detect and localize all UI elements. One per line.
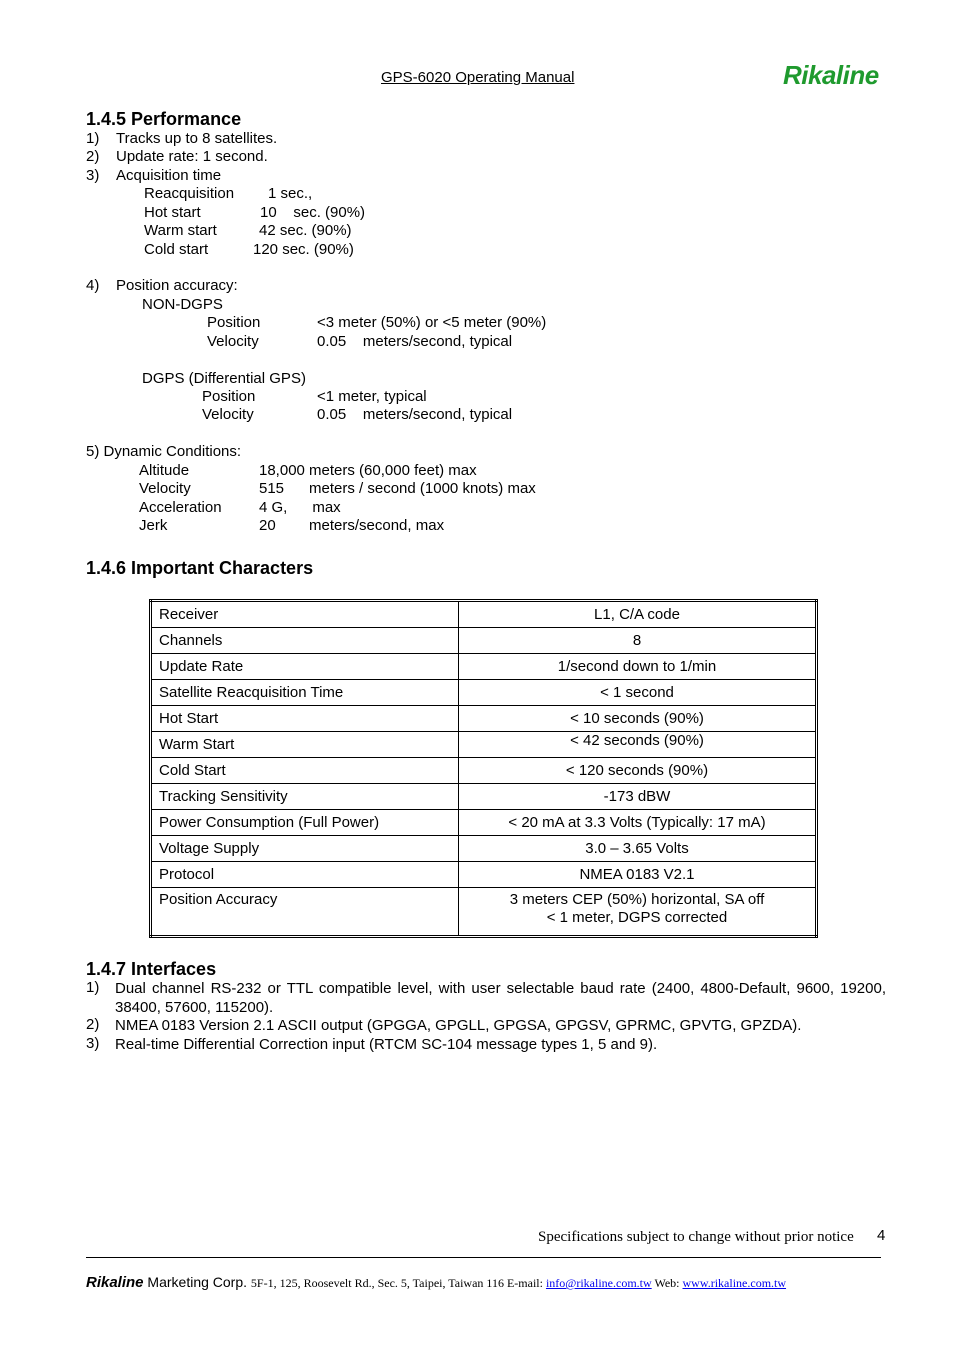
table-cell-label: Protocol (151, 862, 459, 888)
table-row (151, 784, 817, 810)
list-item: Tracks up to 8 satellites. (116, 130, 278, 147)
table-row (151, 810, 817, 836)
footer-company (86, 1273, 786, 1292)
list-item: Dual channel RS-232 or TTL compatible level, with user selectable baud rate (2400, 4800-Default, 9600, 19200, 38400, 57600, 115200). (115, 980, 886, 1016)
section-heading-important-characters: 1.4.6 Important Characters (86, 558, 314, 578)
spec-label: Jerk (139, 517, 168, 534)
table-cell-value: 8 (459, 628, 817, 654)
table-cell-label: Voltage Supply (151, 836, 459, 862)
list-number: 2) (86, 148, 100, 165)
table-cell-line: 3 meters CEP (50%) horizontal, SA off (509, 891, 765, 908)
spec-value: 4 G, max (259, 499, 341, 516)
list-item: Position accuracy: (116, 277, 238, 294)
table-cell-value: L1, C/A code (459, 601, 817, 628)
table-row (151, 836, 817, 862)
section-heading-performance: 1.4.5 Performance (86, 109, 242, 129)
list-number: 1) (86, 979, 100, 996)
table-cell-label: Power Consumption (Full Power) (151, 810, 459, 836)
list-number: 2) (86, 1016, 100, 1033)
footer-divider (86, 1257, 881, 1258)
table-cell-value: -173 dBW (459, 784, 817, 810)
spec-label: Altitude (139, 462, 190, 479)
table-row (151, 862, 817, 888)
list-number: 3) (86, 167, 100, 184)
page-number: 4 (877, 1227, 886, 1244)
spec-label: Hot start (144, 204, 201, 221)
table-row (151, 732, 817, 758)
footer-web-label: Web: (654, 1276, 680, 1290)
spec-value: 0.05 meters/second, typical (317, 406, 513, 423)
footer-web-link[interactable]: www.rikaline.com.tw (682, 1276, 787, 1290)
table-row (151, 628, 817, 654)
spec-value: 20 meters/second, max (259, 517, 445, 534)
spec-label: Acceleration (139, 499, 222, 516)
list-number: 3) (86, 1035, 100, 1052)
table-cell-label: Tracking Sensitivity (151, 784, 459, 810)
spec-label: Position (207, 314, 261, 331)
spec-label: Velocity (139, 480, 191, 497)
document-title: GPS-6020 Operating Manual (381, 69, 575, 86)
table-cell-label: Receiver (151, 601, 459, 628)
spec-value: 120 sec. (90%) (253, 241, 354, 258)
table-row (151, 680, 817, 706)
list-number: 4) (86, 277, 100, 294)
spec-label: Cold start (144, 241, 209, 258)
table-cell-label: Update Rate (151, 654, 459, 680)
table-cell-line: < 1 meter, DGPS corrected (546, 909, 728, 926)
spec-value: 1 sec., (268, 185, 313, 202)
table-row (151, 758, 817, 784)
table-row (151, 888, 817, 937)
spec-value: 0.05 meters/second, typical (317, 333, 513, 350)
table-row (151, 654, 817, 680)
spec-label: Warm start (144, 222, 217, 239)
table-cell-label: Channels (151, 628, 459, 654)
list-number: 1) (86, 130, 100, 147)
table-cell-label: Warm Start (151, 732, 459, 758)
subheading-dgps: DGPS (Differential GPS) (142, 370, 306, 387)
rikaline-logo: Rikaline (783, 60, 879, 90)
list-item: Acquisition time (116, 167, 222, 184)
list-item: Real-time Differential Correction input (RTCM SC-104 message types 1, 5 and 9). (115, 1036, 658, 1053)
spec-value: 10 sec. (90%) (260, 204, 366, 221)
table-cell-value: < 20 mA at 3.3 Volts (Typically: 17 mA) (459, 810, 817, 836)
subheading-non-dgps: NON-DGPS (142, 296, 223, 313)
table-row (151, 706, 817, 732)
list-item: 5) Dynamic Conditions: (86, 443, 242, 460)
table-cell-value: < 1 second (459, 680, 817, 706)
spec-label: Velocity (207, 333, 259, 350)
table-cell-value: 1/second down to 1/min (459, 654, 817, 680)
spec-value: 18,000 meters (60,000 feet) max (259, 462, 477, 479)
spec-value: <1 meter, typical (317, 388, 427, 405)
footer-brand: Rikaline (86, 1274, 144, 1291)
table-cell-label: Hot Start (151, 706, 459, 732)
table-row (151, 601, 817, 628)
spec-label: Position (202, 388, 256, 405)
table-cell-value (459, 888, 817, 937)
table-cell-value: 3.0 – 3.65 Volts (459, 836, 817, 862)
footer-notice: Specifications subject to change without prior notice (538, 1229, 854, 1245)
table-cell-value: < 10 seconds (90%) (459, 706, 817, 732)
table-cell-value: NMEA 0183 V2.1 (459, 862, 817, 888)
spec-value: <3 meter (50%) or <5 meter (90%) (317, 314, 547, 331)
spec-value: 515 meters / second (1000 knots) max (259, 480, 536, 497)
spec-label: Reacquisition (144, 185, 235, 202)
section-heading-interfaces: 1.4.7 Interfaces (86, 959, 217, 979)
table-cell-label: Cold Start (151, 758, 459, 784)
spec-value: 42 sec. (90%) (259, 222, 352, 239)
table-cell-value: < 120 seconds (90%) (459, 758, 817, 784)
list-item: Update rate: 1 second. (116, 148, 268, 165)
footer-corp: Marketing Corp. (147, 1274, 248, 1290)
footer-email-link[interactable]: info@rikaline.com.tw (545, 1276, 652, 1290)
table-cell-label: Position Accuracy (151, 888, 459, 937)
list-item: NMEA 0183 Version 2.1 ASCII output (GPGGA, GPGLL, GPGSA, GPGSV, GPRMC, GPVTG, GPZDA). (115, 1017, 802, 1034)
footer-address: 5F-1, 125, Roosevelt Rd., Sec. 5, Taipei, Taiwan 116 E-mail: (250, 1276, 543, 1290)
table-cell-value: < 42 seconds (90%) (459, 732, 817, 758)
spec-label: Velocity (202, 406, 254, 423)
table-cell-label: Satellite Reacquisition Time (151, 680, 459, 706)
characteristics-table (149, 599, 818, 938)
